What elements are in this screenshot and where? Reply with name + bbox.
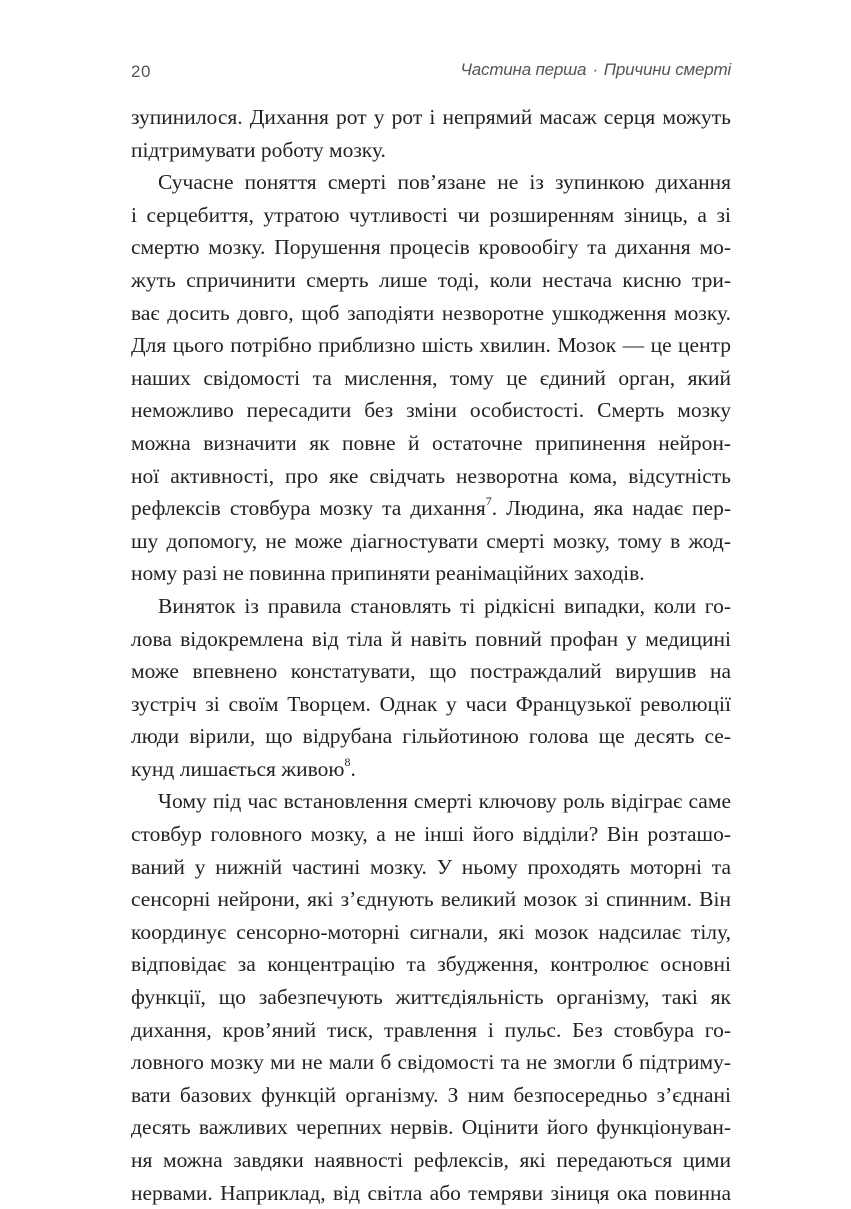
footnote-marker-8[interactable]: 8 — [344, 754, 351, 769]
paragraph — [131, 785, 731, 1209]
text-fragment: . — [350, 756, 356, 781]
text-line: Для цього потрібно приблизно шість хвилин. Мозок — це центр — [131, 333, 731, 358]
text-fragment: . Людина, яка надає пер- — [491, 496, 731, 521]
page-number: 20 — [131, 62, 151, 81]
paragraph — [131, 590, 731, 786]
part-title: Частина перша — [460, 60, 587, 79]
text-line: нервами. Наприклад, від світла або темряви зіниця ока повинна — [131, 1180, 731, 1205]
text-line: ває досить довго, щоб заподіяти незворотне ушкодження мозку. — [131, 300, 731, 325]
text-line: функції, що забезпечують життєдіяльність організму, такі як — [131, 985, 731, 1010]
text-line: підтримувати роботу мозку. — [131, 137, 386, 162]
text-fragment: кунд лишається живою — [131, 756, 345, 781]
text-line-with-footnote — [131, 753, 731, 786]
text-line: жуть спричинити смерть лише тоді, коли нестача кисню три- — [131, 267, 731, 292]
text-line: лова відокремлена від тіла й навіть повний профан у медицині — [131, 626, 731, 651]
text-line: ної активності, про яке свідчать незворотна кома, відсутність — [131, 463, 731, 488]
text-line: координує сенсорно-моторні сигнали, які мозок надсилає тілу, — [131, 919, 731, 944]
text-line: зустріч зі своїм Творцем. Однак у часи Французької революції — [131, 691, 731, 716]
title-separator: · — [592, 60, 598, 79]
running-title — [461, 60, 731, 80]
text-line: відповідає за концентрацію та збудження, контролює основні — [131, 952, 731, 977]
text-line: люди вірили, що відрубана гільйотиною голова ще десять се- — [131, 724, 731, 749]
text-line: ному разі не повинна припиняти реанімаційних заходів. — [131, 561, 645, 586]
text-line: ловного мозку ми не мали б свідомості та не змогли б підтриму- — [131, 1050, 731, 1075]
text-line: стовбур головного мозку, а не інші його відділи? Він розташо- — [131, 822, 731, 847]
text-line: і серцебиття, утратою чутливості чи розширенням зіниць, а зі — [131, 202, 731, 227]
text-line: можна визначити як повне й остаточне припинення нейрон- — [131, 430, 731, 455]
footnote-marker-7[interactable]: 7 — [485, 493, 492, 508]
text-line: вати базових функцій організму. З ним безпосередньо з’єднані — [131, 1082, 731, 1107]
text-line: зупинилося. Дихання рот у рот і непрямий масаж серця можуть — [131, 105, 731, 129]
text-line: шу допомогу, не може діагностувати смерті мозку, тому в жод- — [131, 528, 731, 553]
text-line: Чому під час встановлення смерті ключову роль відіграє саме — [158, 789, 731, 814]
body-text — [131, 101, 731, 1209]
text-line-with-footnote — [131, 492, 731, 525]
text-line: Виняток із правила становлять ті рідкісні випадки, коли го- — [158, 593, 731, 618]
text-line: може впевнено констатувати, що постраждалий вирушив на — [131, 659, 731, 684]
text-line: сенсорні нейрони, які з’єднують великий мозок зі спинним. Він — [131, 887, 731, 912]
paragraph — [131, 166, 731, 590]
text-line: ваний у нижній частині мозку. У ньому проходять моторні та — [131, 854, 731, 879]
text-line: наших свідомості та мислення, тому це єдиний орган, який — [131, 365, 731, 390]
text-line: неможливо пересадити без зміни особистості. Смерть мозку — [131, 398, 731, 423]
text-line: Сучасне поняття смерті пов’язане не із зупинкою дихання — [158, 170, 731, 195]
chapter-title: Причини смерті — [603, 60, 731, 79]
text-line: ня можна завдяки наявності рефлексів, які передаються цими — [131, 1148, 731, 1172]
paragraph — [131, 101, 731, 166]
text-line: десять важливих черепних нервів. Оцінити його функціонуван- — [131, 1115, 731, 1140]
text-line: дихання, кров’яний тиск, травлення і пульс. Без стовбура го- — [131, 1017, 731, 1042]
running-header — [131, 60, 731, 88]
text-fragment: рефлексів стовбура мозку та дихання — [131, 496, 486, 521]
text-line: смертю мозку. Порушення процесів кровообігу та дихання мо- — [131, 235, 731, 260]
